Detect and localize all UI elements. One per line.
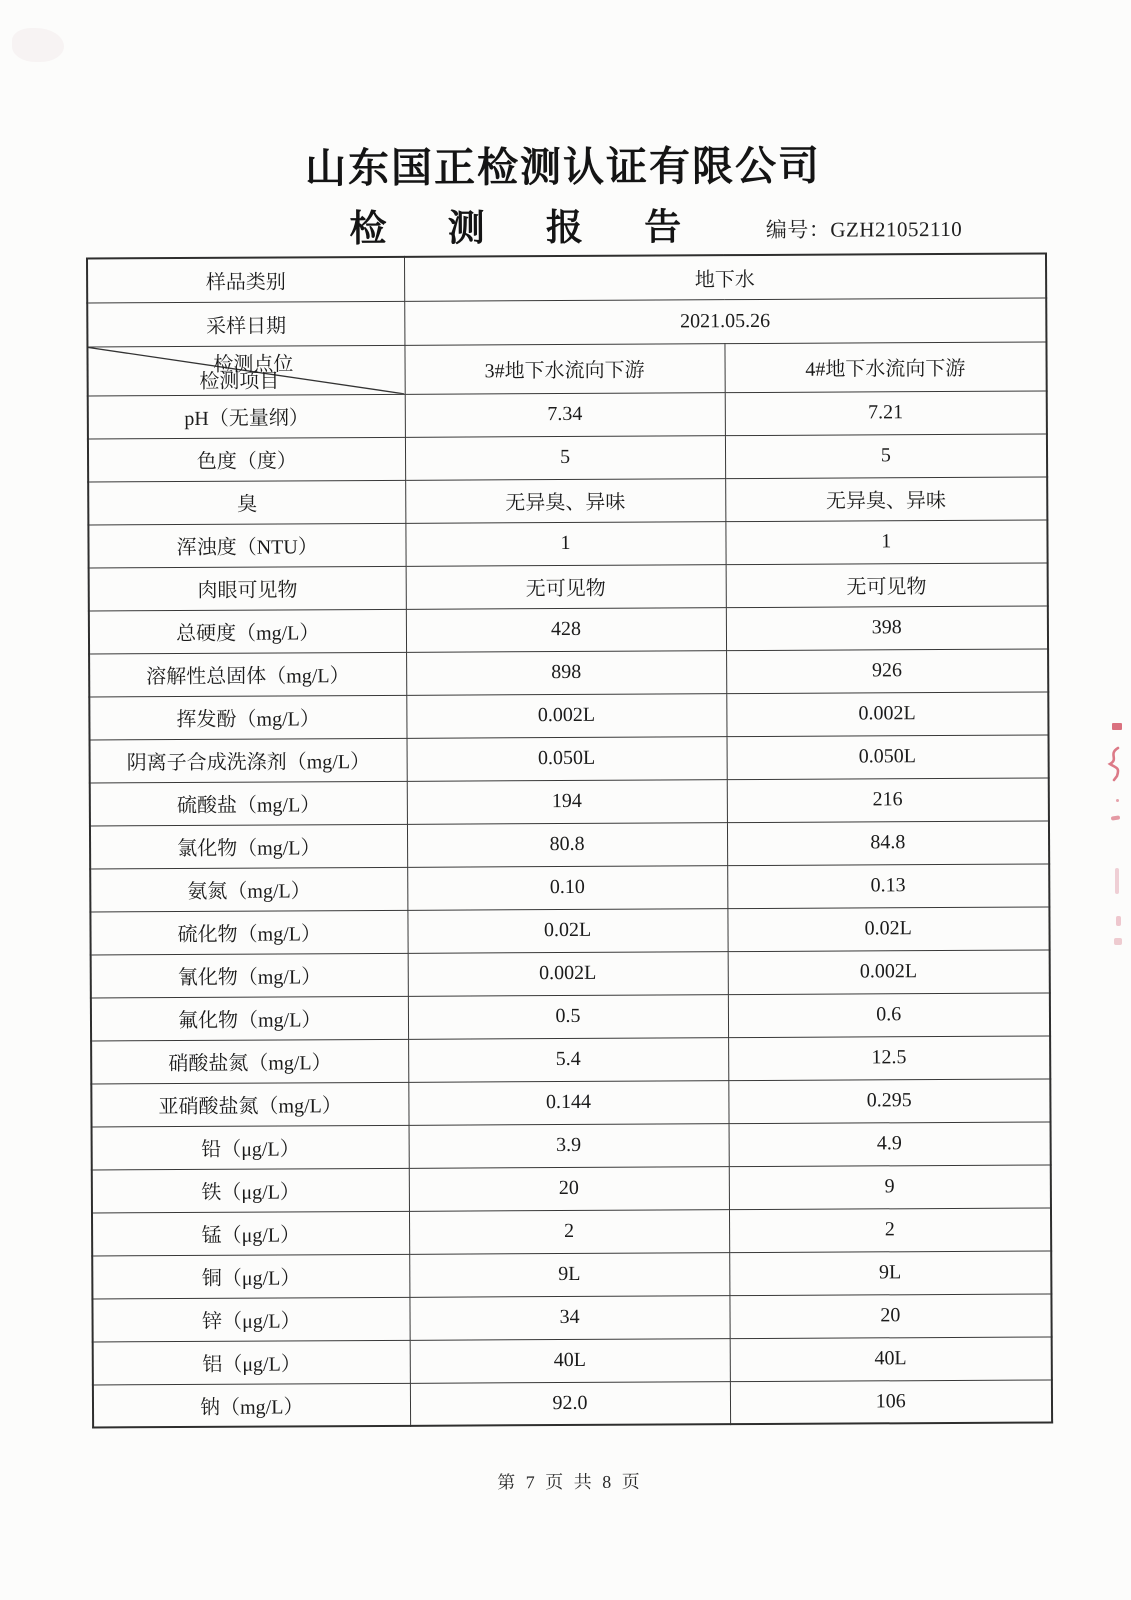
table-row xyxy=(90,777,1049,825)
value-point4: 9 xyxy=(729,1164,1051,1209)
value-point4: 0.002L xyxy=(728,949,1050,994)
value-point3: 7.34 xyxy=(405,392,725,437)
value-point3: 9L xyxy=(409,1252,729,1297)
parameter-label: 氟化物（mg/L） xyxy=(91,996,408,1041)
parameter-label: 钠（mg/L） xyxy=(93,1383,410,1428)
value-point4: 0.6 xyxy=(728,992,1050,1037)
value-point3: 0.002L xyxy=(406,693,726,738)
red-ink-mark xyxy=(1115,868,1119,894)
value-point3: 0.050L xyxy=(407,736,727,781)
parameter-label: pH（无量纲） xyxy=(88,394,405,439)
parameter-label: 总硬度（mg/L） xyxy=(89,609,406,654)
value-point4: 5 xyxy=(725,433,1047,478)
parameter-label: 锌（μg/L） xyxy=(92,1297,409,1342)
report-number-label: 编号： xyxy=(765,217,831,242)
parameter-label: 挥发酚（mg/L） xyxy=(89,695,406,740)
table-row xyxy=(89,562,1048,610)
table-row xyxy=(92,1164,1051,1212)
value-point3: 194 xyxy=(407,779,727,824)
red-ink-mark xyxy=(1116,916,1121,926)
title-line xyxy=(0,194,1129,256)
value-point4: 1 xyxy=(725,519,1047,564)
value-point3: 0.144 xyxy=(408,1080,728,1125)
value-point3: 1 xyxy=(405,521,725,566)
parameter-label: 臭 xyxy=(88,480,405,525)
red-ink-squiggle xyxy=(1104,746,1124,784)
value-point4: 0.050L xyxy=(727,734,1049,779)
value-point4: 106 xyxy=(730,1379,1052,1424)
value-point4: 2 xyxy=(729,1207,1051,1252)
sample-type-value: 地下水 xyxy=(404,253,1046,300)
table-row xyxy=(88,476,1047,524)
table-row xyxy=(90,820,1049,868)
page-footer: 第 7 页 共 8 页 xyxy=(497,1471,643,1493)
table-row xyxy=(91,992,1050,1040)
parameter-label: 肉眼可见物 xyxy=(89,566,406,611)
value-point4: 无可见物 xyxy=(726,562,1048,607)
value-point3: 428 xyxy=(406,607,726,652)
table-row xyxy=(91,949,1050,997)
value-point3: 898 xyxy=(406,650,726,695)
table-row xyxy=(88,433,1047,481)
value-point4: 926 xyxy=(726,648,1048,693)
sampling-date-row xyxy=(87,297,1046,346)
value-point4: 4.9 xyxy=(729,1121,1051,1166)
parameter-label: 硝酸盐氮（mg/L） xyxy=(91,1039,408,1084)
table-row xyxy=(89,605,1048,653)
parameter-label: 硫化物（mg/L） xyxy=(90,910,407,955)
parameter-label: 铜（μg/L） xyxy=(92,1254,409,1299)
parameter-label: 铁（μg/L） xyxy=(92,1168,409,1213)
value-point4: 9L xyxy=(729,1250,1051,1295)
value-point3: 3.9 xyxy=(409,1123,729,1168)
value-point4: 40L xyxy=(730,1336,1052,1381)
value-point3: 无异臭、异味 xyxy=(405,478,725,523)
value-point3: 0.10 xyxy=(407,865,727,910)
value-point4: 20 xyxy=(729,1293,1051,1338)
sample-type-label: 样品类别 xyxy=(87,257,404,303)
value-point4: 0.002L xyxy=(726,691,1048,736)
value-point3: 无可见物 xyxy=(406,564,726,609)
table-row xyxy=(88,390,1047,438)
value-point3: 5 xyxy=(405,435,725,480)
table-row xyxy=(93,1379,1052,1427)
sampling-date-label: 采样日期 xyxy=(87,301,404,347)
report-number-value: GZH21052110 xyxy=(830,216,963,242)
value-point4: 无异臭、异味 xyxy=(725,476,1047,521)
value-point4: 398 xyxy=(726,605,1048,650)
company-name: 山东国正检测认证有限公司 xyxy=(304,142,822,192)
value-point3: 2 xyxy=(409,1209,729,1254)
sampling-date-value: 2021.05.26 xyxy=(404,297,1046,344)
results-tbody xyxy=(87,253,1052,1427)
parameter-label: 阴离子合成洗涤剂（mg/L） xyxy=(90,738,407,783)
diagonal-header-cell xyxy=(87,345,404,396)
column-header-row xyxy=(87,341,1046,395)
diagonal-top-label: 检测点位 xyxy=(213,352,294,376)
value-point3: 92.0 xyxy=(410,1381,730,1426)
report-number xyxy=(766,213,963,244)
value-point4: 0.13 xyxy=(727,863,1049,908)
table-row xyxy=(91,1078,1050,1126)
table-row xyxy=(88,519,1047,567)
parameter-label: 硫酸盐（mg/L） xyxy=(90,781,407,826)
value-point4: 0.02L xyxy=(727,906,1049,951)
parameter-label: 铅（μg/L） xyxy=(92,1125,409,1170)
parameter-label: 溶解性总固体（mg/L） xyxy=(89,652,406,697)
parameter-label: 亚硝酸盐氮（mg/L） xyxy=(91,1082,408,1127)
red-ink-mark xyxy=(1114,938,1122,945)
sample-type-row xyxy=(87,253,1046,302)
value-point4: 84.8 xyxy=(727,820,1049,865)
parameter-label: 浑浊度（NTU） xyxy=(88,523,405,568)
report-title: 检 测 报 告 xyxy=(349,207,708,251)
table-row xyxy=(90,906,1049,954)
table-row xyxy=(90,734,1049,782)
value-point3: 0.002L xyxy=(408,951,728,996)
table-row xyxy=(89,691,1048,739)
table-row xyxy=(91,1035,1050,1083)
parameter-label: 锰（μg/L） xyxy=(92,1211,409,1256)
table-row xyxy=(89,648,1048,696)
faint-ink-smudge xyxy=(12,28,64,62)
table-row xyxy=(92,1293,1051,1341)
parameter-label: 氰化物（mg/L） xyxy=(91,953,408,998)
value-point4: 216 xyxy=(727,777,1049,822)
table-row xyxy=(92,1207,1051,1255)
column-header-point3: 3#地下水流向下游 xyxy=(404,343,724,394)
value-point4: 12.5 xyxy=(728,1035,1050,1080)
value-point3: 80.8 xyxy=(407,822,727,867)
diagonal-bottom-label: 检测项目 xyxy=(199,369,280,393)
value-point3: 0.02L xyxy=(407,908,727,953)
value-point3: 34 xyxy=(409,1295,729,1340)
column-header-point4: 4#地下水流向下游 xyxy=(724,341,1046,392)
table-row xyxy=(92,1121,1051,1169)
table-row xyxy=(90,863,1049,911)
value-point3: 0.5 xyxy=(408,994,728,1039)
parameter-label: 氨氮（mg/L） xyxy=(90,867,407,912)
parameter-label: 色度（度） xyxy=(88,437,405,482)
table-row xyxy=(93,1336,1052,1384)
red-ink-mark xyxy=(1112,723,1122,730)
value-point4: 7.21 xyxy=(725,390,1047,435)
red-ink-mark xyxy=(1116,799,1119,802)
value-point3: 20 xyxy=(409,1166,729,1211)
table-row xyxy=(92,1250,1051,1298)
parameter-label: 铝（μg/L） xyxy=(93,1340,410,1385)
parameter-label: 氯化物（mg/L） xyxy=(90,824,407,869)
value-point3: 40L xyxy=(410,1338,730,1383)
value-point4: 0.295 xyxy=(728,1078,1050,1123)
results-table xyxy=(86,252,1053,1428)
value-point3: 5.4 xyxy=(408,1037,728,1082)
